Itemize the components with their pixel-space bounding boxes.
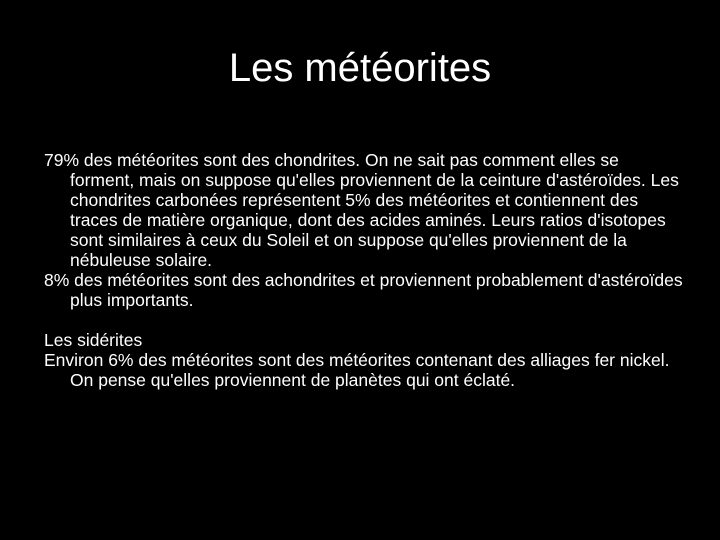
paragraph-achondrites: 8% des météorites sont des achondrites et proviennent probablement d'astéroïdes plus importants. bbox=[44, 270, 683, 310]
slide-body bbox=[44, 150, 684, 390]
paragraph-siderites-heading: Les sidérites bbox=[44, 330, 143, 350]
slide-title: Les météorites bbox=[228, 46, 492, 90]
paragraph-siderites: Environ 6% des météorites sont des météorites contenant des alliages fer nickel. On pense qu'elles proviennent de planètes qui ont éclaté. bbox=[44, 350, 670, 390]
spacer bbox=[44, 310, 684, 330]
paragraph-chondrites: 79% des météorites sont des chondrites. On ne sait pas comment elles se forment, mais on suppose qu'elles proviennent de la ceinture d'astéroïdes. Les chondrites carbonées représentent 5% des météorites et contiennent des traces de matière organique, dont des acides aminés. Leurs ratios d'isotopes sont similaires à ceux du Soleil et on suppose qu'elles proviennent de la nébuleuse solaire. bbox=[44, 150, 679, 270]
